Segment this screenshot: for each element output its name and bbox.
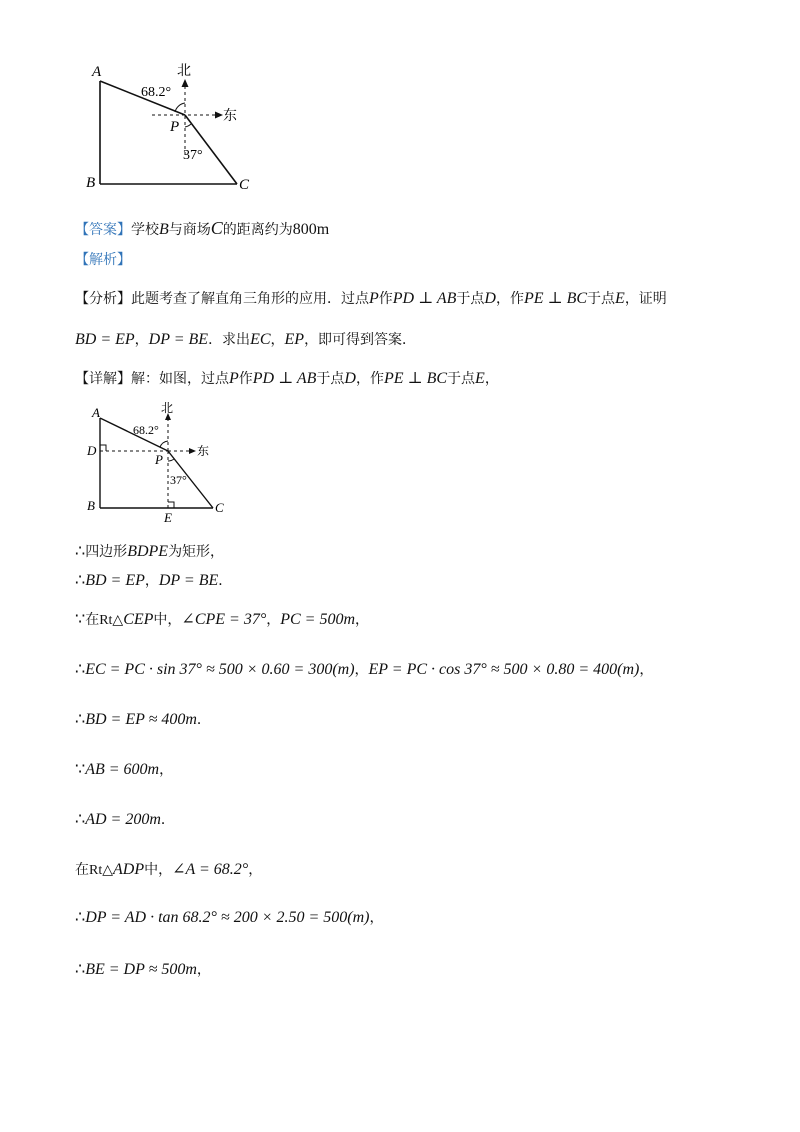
- step-6: ∵AB = 600m，: [75, 761, 174, 778]
- detail-line: 【详解】解：如图，过点P作PD ⊥ AB于点D，作PE ⊥ BC于点E，: [75, 370, 499, 387]
- right-angle-d: [100, 445, 106, 451]
- label-north: 北: [161, 401, 174, 415]
- figure-2: [80, 398, 240, 530]
- step-3: ∵在Rt△CEP中，∠CPE = 37°，PC = 500m，: [75, 611, 370, 628]
- label-east: 东: [197, 444, 210, 458]
- answer-tag: 【答案】: [75, 222, 131, 238]
- label-b: B: [87, 498, 95, 513]
- label-d: D: [87, 443, 97, 458]
- step-9: ∴DP = AD · tan 68.2° ≈ 200 × 2.50 = 500(m)，: [75, 909, 384, 926]
- label-east: 东: [223, 108, 237, 124]
- label-angle-1: 68.2°: [141, 85, 172, 100]
- angle-arc-1: [175, 103, 185, 112]
- label-p: P: [170, 119, 180, 135]
- label-north: 北: [177, 63, 191, 79]
- right-angle-e: [168, 502, 174, 508]
- label-angle-1: 68.2°: [133, 423, 159, 437]
- label-p: P: [155, 452, 163, 467]
- east-arrow: [189, 448, 196, 454]
- step-1: ∴四边形BDPE为矩形，: [75, 543, 225, 560]
- step-4: ∴EC = PC · sin 37° ≈ 500 × 0.60 = 300(m)，EP = PC · cos 37° ≈ 500 × 0.80 = 400(m)，: [75, 661, 654, 678]
- label-c: C: [215, 500, 224, 515]
- step-8: 在Rt△ADP中，∠A = 68.2°，: [75, 861, 263, 878]
- angle-arc-2: [168, 459, 174, 461]
- angle-arc-1: [160, 441, 168, 447]
- label-a: A: [92, 405, 100, 420]
- angle-arc-2: [185, 124, 191, 127]
- step-10: ∴BE = DP ≈ 500m，: [75, 961, 211, 978]
- step-7: ∴AD = 200m．: [75, 811, 175, 828]
- step-5: ∴BD = EP ≈ 400m．: [75, 711, 211, 728]
- analysis-line-2: BD = EP，DP = BE．求出EC，EP，即可得到答案．: [75, 331, 417, 348]
- label-b: B: [86, 175, 96, 191]
- analysis-line-1: 【分析】此题考查了解直角三角形的应用．过点P作PD ⊥ AB于点D，作PE ⊥ BC于点E，证明: [75, 290, 667, 307]
- label-a: A: [92, 64, 102, 80]
- label-angle-2: 37°: [170, 473, 187, 487]
- label-angle-2: 37°: [183, 148, 203, 163]
- step-2: ∴BD = EP，DP = BE．: [75, 572, 233, 589]
- label-e: E: [164, 510, 172, 525]
- north-arrow: [182, 79, 189, 87]
- jiexi-tag: 【解析】: [75, 252, 131, 268]
- east-arrow: [215, 112, 223, 119]
- jiexi-line: [75, 249, 131, 269]
- label-c: C: [239, 177, 250, 193]
- figure-1: [80, 55, 280, 200]
- answer-line: 【答案】学校B与商场C的距离约为800m: [75, 218, 330, 238]
